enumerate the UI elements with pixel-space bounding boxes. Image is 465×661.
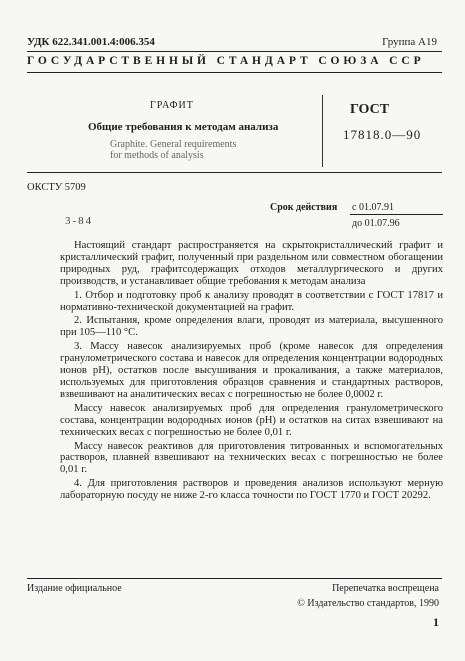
validity-from: с 01.07.91 [352, 202, 394, 213]
paragraph-4: 4. Для приготовления растворов и проведения анализов используют мерную лабораторную посуду не ниже 2-го класса точности по ГОСТ 1770 и ГОСТ 20292. [60, 478, 443, 502]
english-title-line1: Graphite. General requirements [110, 139, 237, 150]
document-title: ГРАФИТ [150, 100, 194, 111]
footer-rule [27, 578, 442, 579]
paragraph-3-mass-reagents: Массу навесок реактивов для приготовления титрованных и вспомогательных растворов, плавней взвешивают на технических весах с погрешностью не более 0,01 г. [60, 440, 443, 476]
page-number: 1 [433, 615, 439, 629]
validity-to: до 01.07.96 [352, 218, 400, 229]
paragraph-2: 2. Испытания, кроме определения влаги, проводят из материала, высушенного при 105—110 °С. [60, 315, 443, 339]
gost-label: ГОСТ [350, 102, 390, 117]
paragraph-intro: Настоящий стандарт распространяется на скрытокристаллический графит и кристаллический графит, полученный при раздельном или совместном обогащении природных руд, графитсодержащих отходов металлургического и других производств, и устанавливает общие требования к методам анализа [60, 240, 443, 287]
paragraph-3-mass-granulometric: Массу навесок анализируемых проб для определения гранулометрического состава, концентрации водородных ионов (рН) и остатков на ситах взвешивают на технических весах с погрешностью не более 0,01 г. [60, 402, 443, 438]
standard-heading: ГОСУДАРСТВЕННЫЙ СТАНДАРТ СОЮЗА ССР [27, 55, 425, 67]
gost-number: 17818.0—90 [343, 127, 422, 142]
header-rule [27, 72, 442, 73]
title-divider [322, 95, 323, 167]
validity-rule [350, 214, 443, 215]
copyright: © Издательство стандартов, 1990 [297, 598, 439, 609]
top-rule [27, 51, 442, 52]
reprint-prohibited: Перепечатка воспрещена [332, 583, 439, 594]
validity-label: Срок действия [270, 202, 338, 213]
document-subtitle: Общие требования к методам анализа [88, 121, 279, 133]
handwritten-mark: 3-84 [65, 215, 94, 227]
paragraph-3: 3. Массу навесок анализируемых проб (кроме навесок для определения гранулометрического состава и навесок для определения концентрации водородных ионов рН), остатков после высушивания и прокаливания, а также материалов, используемых для приготовления образцов сравнения и стандартных растворов, взвешивают на аналитических весах с погрешностью не более 0,0002 г. [60, 341, 443, 400]
paragraph-1: 1. Отбор и подготовку проб к анализу проводят в соответствии с ГОСТ 17817 и нормативно-технической документацией на графит. [60, 289, 443, 313]
english-title-line2: for methods of analysis [110, 150, 204, 161]
group-code: Группа А19 [382, 36, 437, 48]
document-body [60, 240, 443, 504]
okstu-code: ОКСТУ 5709 [27, 182, 86, 193]
udk-code: УДК 622.341.001.4:006.354 [27, 36, 155, 48]
title-bottom-rule [27, 172, 442, 173]
official-edition: Издание официальное [27, 583, 122, 594]
